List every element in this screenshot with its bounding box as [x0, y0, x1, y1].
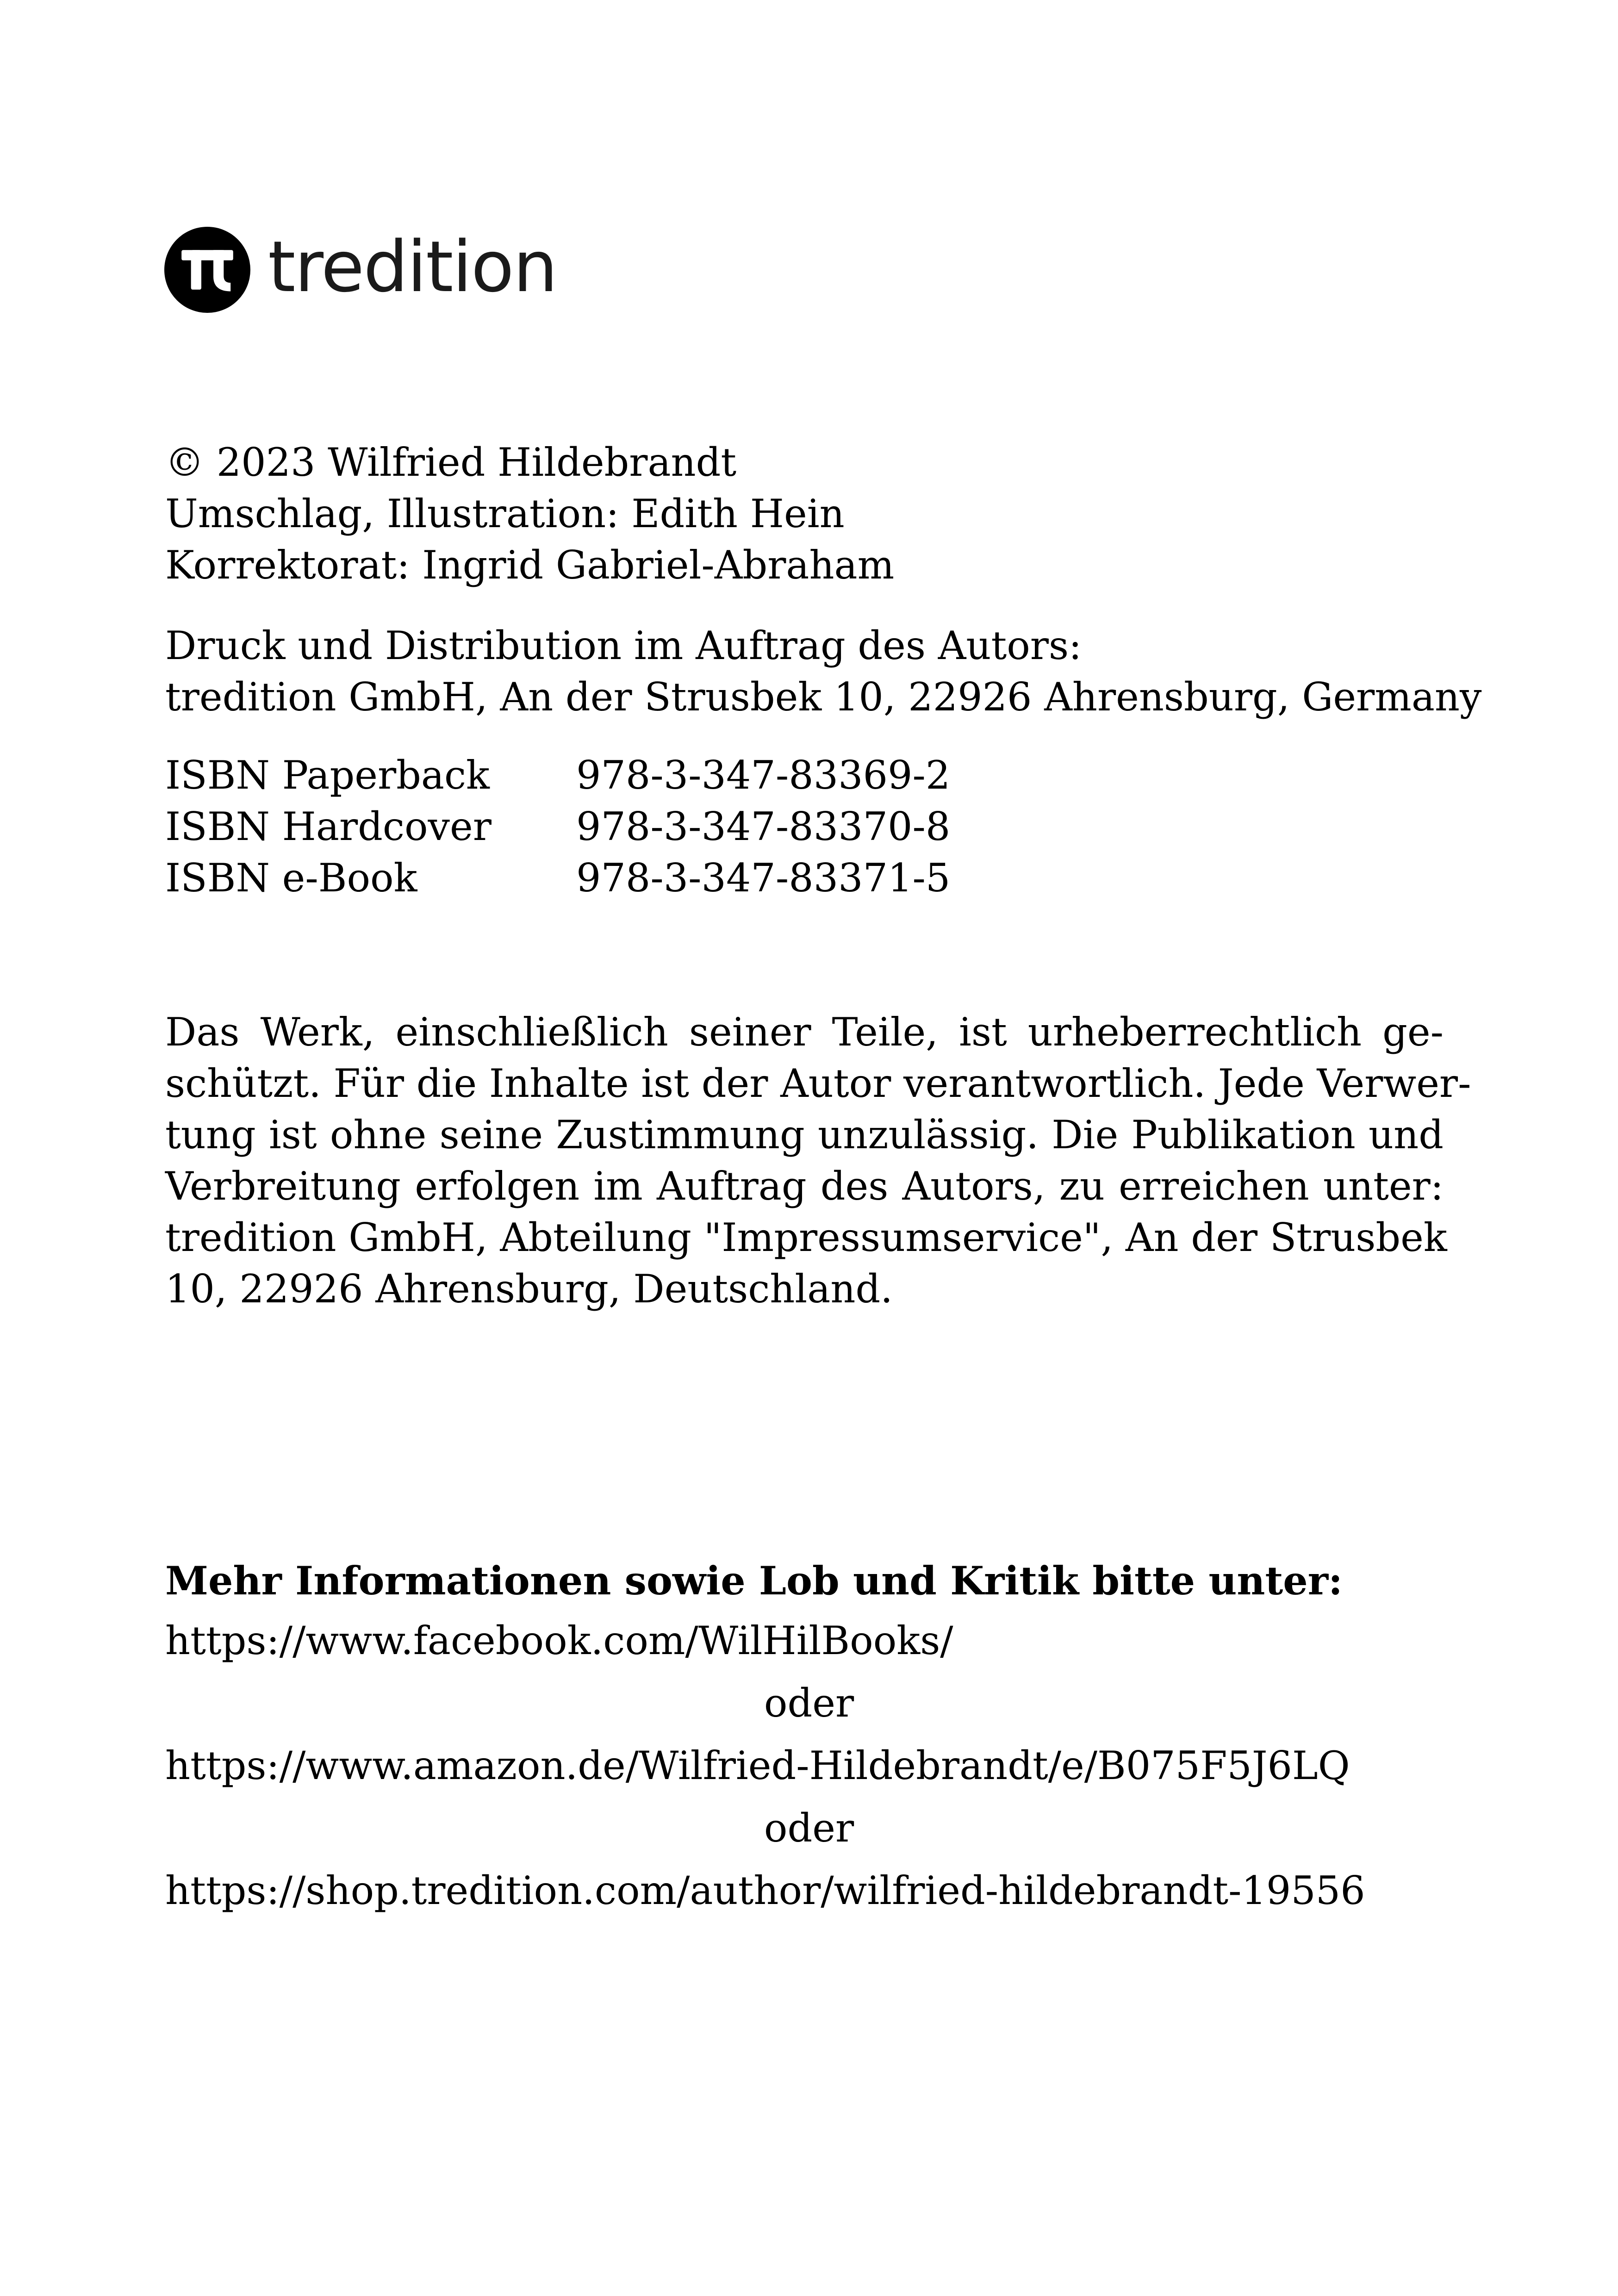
- credits-block: [165, 437, 894, 591]
- notice-line: tredition GmbH, Abteilung "Impressumservice", An der Strusbek: [165, 1215, 1447, 1260]
- isbn-value: 978-3-347-83370-8: [576, 804, 951, 849]
- isbn-table: [165, 750, 950, 904]
- facebook-link[interactable]: https://www.facebook.com/WilHilBooks/: [165, 1618, 953, 1663]
- notice-line: 10, 22926 Ahrensburg, Deutschland.: [165, 1266, 893, 1312]
- cover-credit-line: Umschlag, Illustration: Edith Hein: [165, 491, 845, 536]
- separator-oder: oder: [764, 1680, 854, 1726]
- notice-line: Das Werk, einschließlich seiner Teile, ist urheberrechtlich ge-: [165, 1009, 1444, 1055]
- separator-oder: oder: [764, 1805, 854, 1851]
- notice-line: tung ist ohne seine Zustimmung unzulässig. Die Publikation und: [165, 1112, 1444, 1157]
- isbn-row: [165, 801, 950, 852]
- tredition-t-logo-icon: [164, 227, 250, 313]
- publisher-logo: [164, 227, 557, 313]
- more-info-heading: Mehr Informationen sowie Lob und Kritik bitte unter:: [165, 1558, 1343, 1604]
- print-line-2: tredition GmbH, An der Strusbek 10, 22926 Ahrensburg, Germany: [165, 674, 1482, 720]
- notice-line: schützt. Für die Inhalte ist der Autor verantwortlich. Jede Verwer-: [165, 1061, 1471, 1106]
- isbn-row: [165, 852, 950, 904]
- isbn-row: [165, 750, 950, 801]
- amazon-link[interactable]: https://www.amazon.de/Wilfried-Hildebrandt/e/B075F5J6LQ: [165, 1743, 1350, 1788]
- tredition-shop-link[interactable]: https://shop.tredition.com/author/wilfried-hildebrandt-19556: [165, 1868, 1365, 1913]
- copyright-notice-paragraph: [165, 1007, 1471, 1315]
- notice-line: Verbreitung erfolgen im Auftrag des Autors, zu erreichen unter:: [165, 1164, 1444, 1209]
- isbn-value: 978-3-347-83371-5: [576, 855, 951, 901]
- isbn-label: ISBN Hardcover: [165, 804, 492, 849]
- print-distribution-block: [165, 620, 1481, 723]
- isbn-label: ISBN e-Book: [165, 855, 417, 901]
- isbn-value: 978-3-347-83369-2: [576, 753, 951, 798]
- publisher-wordmark: tredition: [268, 226, 557, 308]
- isbn-label: ISBN Paperback: [165, 753, 490, 798]
- copyright-line: © 2023 Wilfried Hildebrandt: [165, 440, 737, 485]
- proofreading-credit-line: Korrektorat: Ingrid Gabriel-Abraham: [165, 542, 895, 588]
- print-line-1: Druck und Distribution im Auftrag des Autors:: [165, 623, 1082, 668]
